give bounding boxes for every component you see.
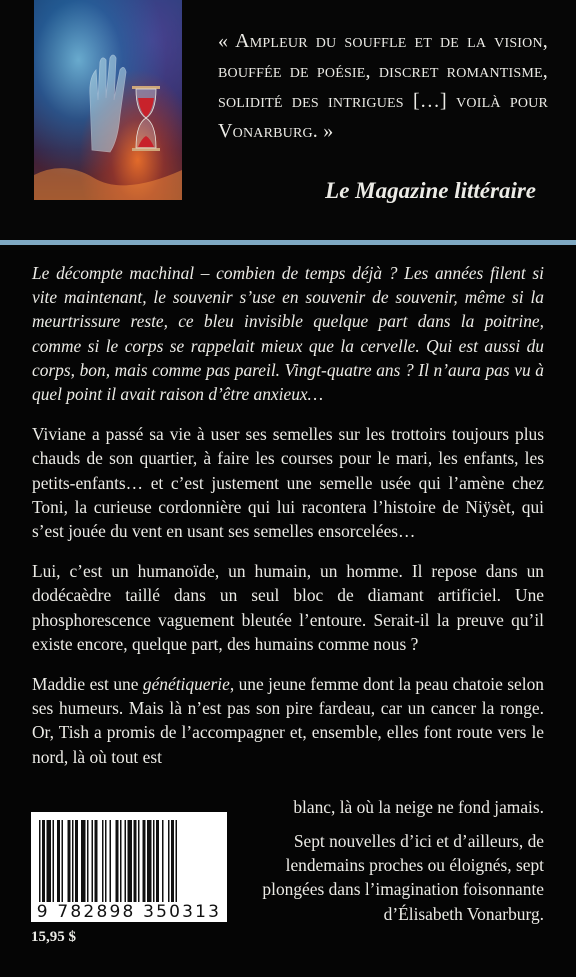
p4-rest: , une jeune femme dont la peau chatoie selon ses humeurs. Mais là n’est pas son pire fardeau, car un cancer la ronge. Or, Tish a promis de l’accompagner et, ensemble, elles font route vers le nord, là où tout est xyxy=(32,674,544,767)
synopsis-paragraph-4-end: blanc, là où la neige ne fond jamais. xyxy=(293,797,544,817)
header-panel xyxy=(0,0,576,240)
p4-term: génétiquerie xyxy=(142,674,230,695)
synopsis-paragraph-4 xyxy=(32,672,544,769)
barcode-bars xyxy=(39,820,219,902)
isbn-barcode xyxy=(31,812,227,922)
synopsis-paragraph-2: Viviane a passé sa vie à user ses semelles sur les trottoirs toujours plus chauds de son quartier, à faire les courses pour le mari, les enfants, les petits-enfants… et c’est justement une semelle usée qui l’amène chez Toni, la curieuse cordonnière qui lui racontera l’histoire de Niÿsèt, qui s’est jouée du vent en usant ses semelles ensorcelées… xyxy=(32,424,544,542)
isbn-number: 9 782898 350313 xyxy=(36,902,222,922)
synopsis xyxy=(32,261,544,785)
synopsis-paragraph-3: Lui, c’est un humanoïde, un humain, un homme. Il repose dans un dodécaèdre taillé dans un seul bloc de diamant artificiel. Une phosphorescence vaguement bleutée l’entoure. Serait-il la preuve qu’il existe encore, quelque part, des humains comme nous ? xyxy=(32,561,544,654)
divider-band xyxy=(0,240,576,245)
synopsis-paragraph-1: Le décompte machinal – combien de temps déjà ? Les années filent si vite maintenant, le souvenir s’use en souvenir de souvenir, même si la meurtrissure reste, ce bleu invisible quelque part dans la poitrine, comme si le corps se rappelait mieux que la cervelle. Qui est aussi du corps, bon, mais comme pas pareil. Vingt-quatre ans ? Il n’aura pas vu à quel point il avait raison d’être anxieux… xyxy=(32,263,544,405)
cover-illustration xyxy=(34,0,182,200)
hand-hourglass-image xyxy=(34,0,182,200)
p4-start: Maddie est une xyxy=(32,674,143,695)
closing-paragraph: Sept nouvelles d’ici et d’ailleurs, de lendemains proches ou éloignés, sept plongées dans l’imagination foisonnante d’Élisabeth Vonarburg. xyxy=(262,831,544,924)
price: 15,95 $ xyxy=(31,929,76,945)
quote-source: Le Magazine littéraire xyxy=(325,178,536,203)
review-quote: « Ampleur du souffle et de la vision, bouffée de poésie, discret romantisme, solidité des intrigues […] voilà pour Vonarburg. » xyxy=(218,30,548,142)
